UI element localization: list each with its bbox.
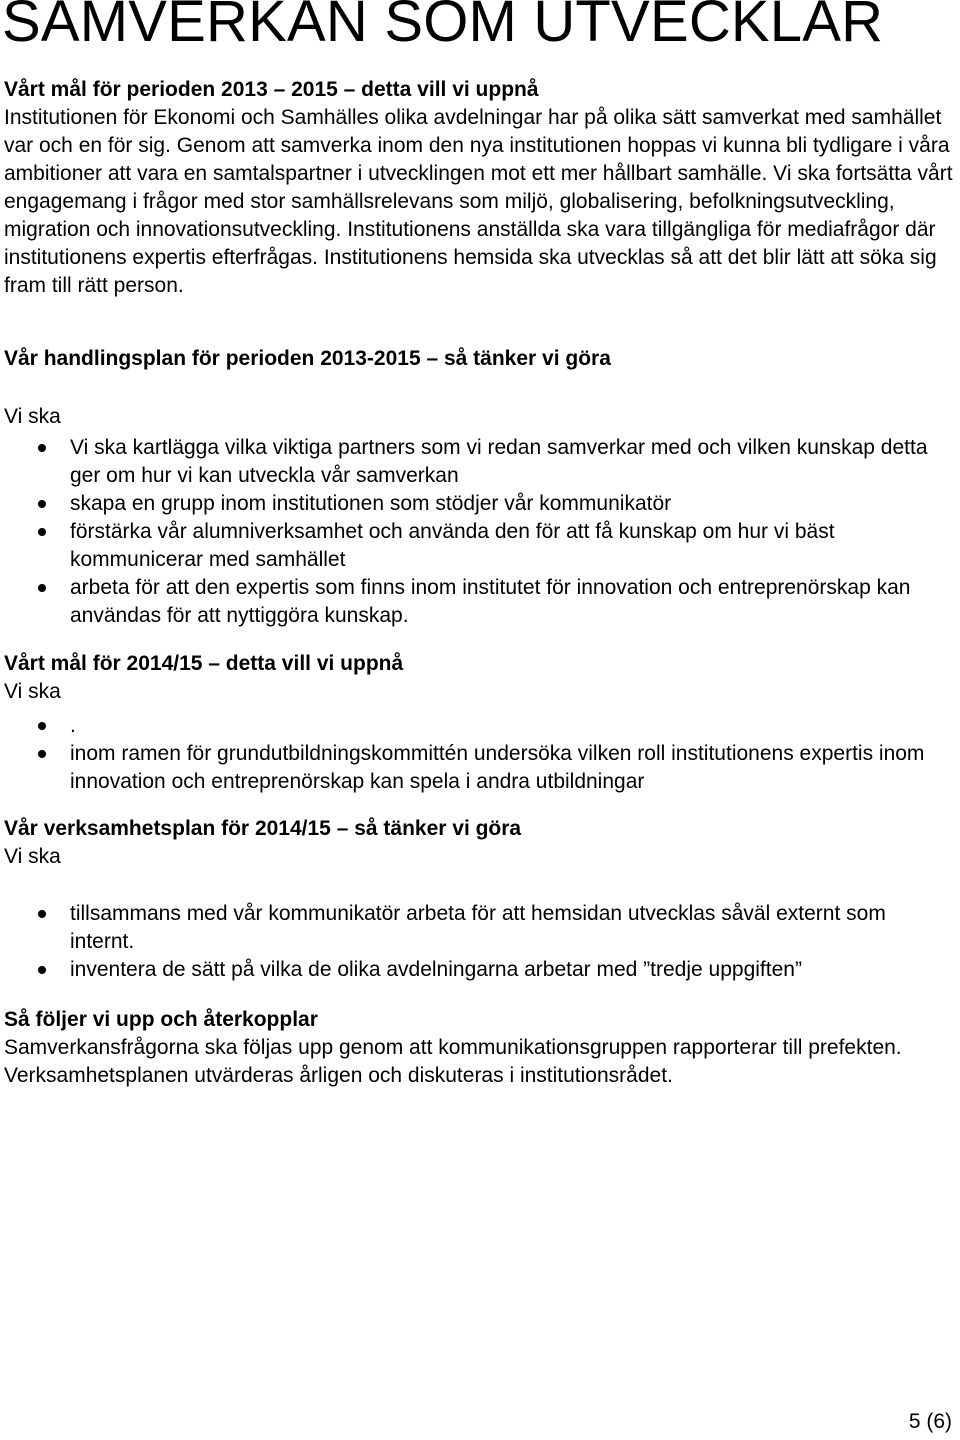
- section-heading: Vårt mål för perioden 2013 – 2015 – detta vill vi uppnå: [4, 78, 539, 101]
- section-goals-2013-2015: [4, 76, 954, 300]
- page-number: 5 (6): [908, 1410, 952, 1433]
- bullet-icon: [38, 750, 46, 758]
- section-paragraph: Samverkansfrågorna ska följas upp genom att kommunikationsgruppen rapporterar till prefekten. Verksamhetsplanen utvärderas årligen och diskuteras i institutionsrådet.: [4, 1036, 902, 1087]
- bullet-icon: [38, 966, 46, 974]
- section-operations-plan-2014-15: [4, 815, 954, 871]
- bullet-icon: [38, 910, 46, 918]
- bullet-icon: [38, 528, 46, 536]
- section-heading: Vår handlingsplan för perioden 2013-2015 – så tänker vi göra: [4, 347, 611, 370]
- list-item: skapa en grupp inom institutionen som stödjer vår kommunikatör: [0, 490, 940, 518]
- section-heading: Vår verksamhetsplan för 2014/15 – så tänker vi göra: [4, 817, 522, 840]
- list-item: tillsammans med vår kommunikatör arbeta för att hemsidan utvecklas såväl externt som internt.: [0, 900, 940, 956]
- operations-plan-list: [0, 900, 956, 984]
- section-action-plan-2013-2015: [4, 345, 954, 373]
- list-item: .: [0, 712, 940, 740]
- action-plan-list: [0, 434, 956, 630]
- section-intro: Vi ska: [4, 845, 61, 868]
- bullet-icon: [38, 722, 46, 730]
- bullet-icon: [38, 584, 46, 592]
- section-paragraph: Institutionen för Ekonomi och Samhälles olika avdelningar har på olika sätt samverkat med samhället var och en för sig. Genom att samverka inom den nya institutionen hoppas vi kunna bli tydligare i våra ambitioner att vara en samtalspartner i utvecklingen mot ett mer hållbart samhälle. Vi ska fortsätta vårt engagemang i frågor med stor samhällsrelevans som miljö, globalisering, befolkningsutveckling, migration och innovationsutveckling. Institutionens anställda ska vara tillgängliga för mediafrågor där institutionens expertis efterfrågas. Institutionens hemsida ska utvecklas så att det blir lätt att söka sig fram till rätt person.: [4, 106, 953, 297]
- goals-2014-15-list: [0, 712, 956, 796]
- page-title: SAMVERKAN SOM UTVECKLAR: [2, 0, 884, 54]
- list-item: förstärka vår alumniverksamhet och använda den för att få kunskap om hur vi bäst kommunicerar med samhället: [0, 518, 940, 574]
- section-follow-up: [4, 1006, 954, 1090]
- list-item: arbeta för att den expertis som finns inom institutet för innovation och entreprenörskap kan användas för att nyttiggöra kunskap.: [0, 574, 940, 630]
- bullet-icon: [38, 500, 46, 508]
- section-heading: Så följer vi upp och återkopplar: [4, 1008, 318, 1031]
- section-intro: Vi ska: [4, 680, 61, 703]
- section-heading: Vårt mål för 2014/15 – detta vill vi uppnå: [4, 652, 404, 675]
- list-item: inventera de sätt på vilka de olika avdelningarna arbetar med ”tredje uppgiften”: [0, 956, 940, 984]
- section-intro: Vi ska: [4, 405, 61, 428]
- section-intro-block: [4, 403, 954, 431]
- section-goals-2014-15: [4, 650, 954, 706]
- list-item: Vi ska kartlägga vilka viktiga partners som vi redan samverkar med och vilken kunskap detta ger om hur vi kan utveckla vår samverkan: [0, 434, 940, 490]
- bullet-icon: [38, 444, 46, 452]
- list-item: inom ramen för grundutbildningskommittén undersöka vilken roll institutionens expertis inom innovation och entreprenörskap kan spela i andra utbildningar: [0, 740, 940, 796]
